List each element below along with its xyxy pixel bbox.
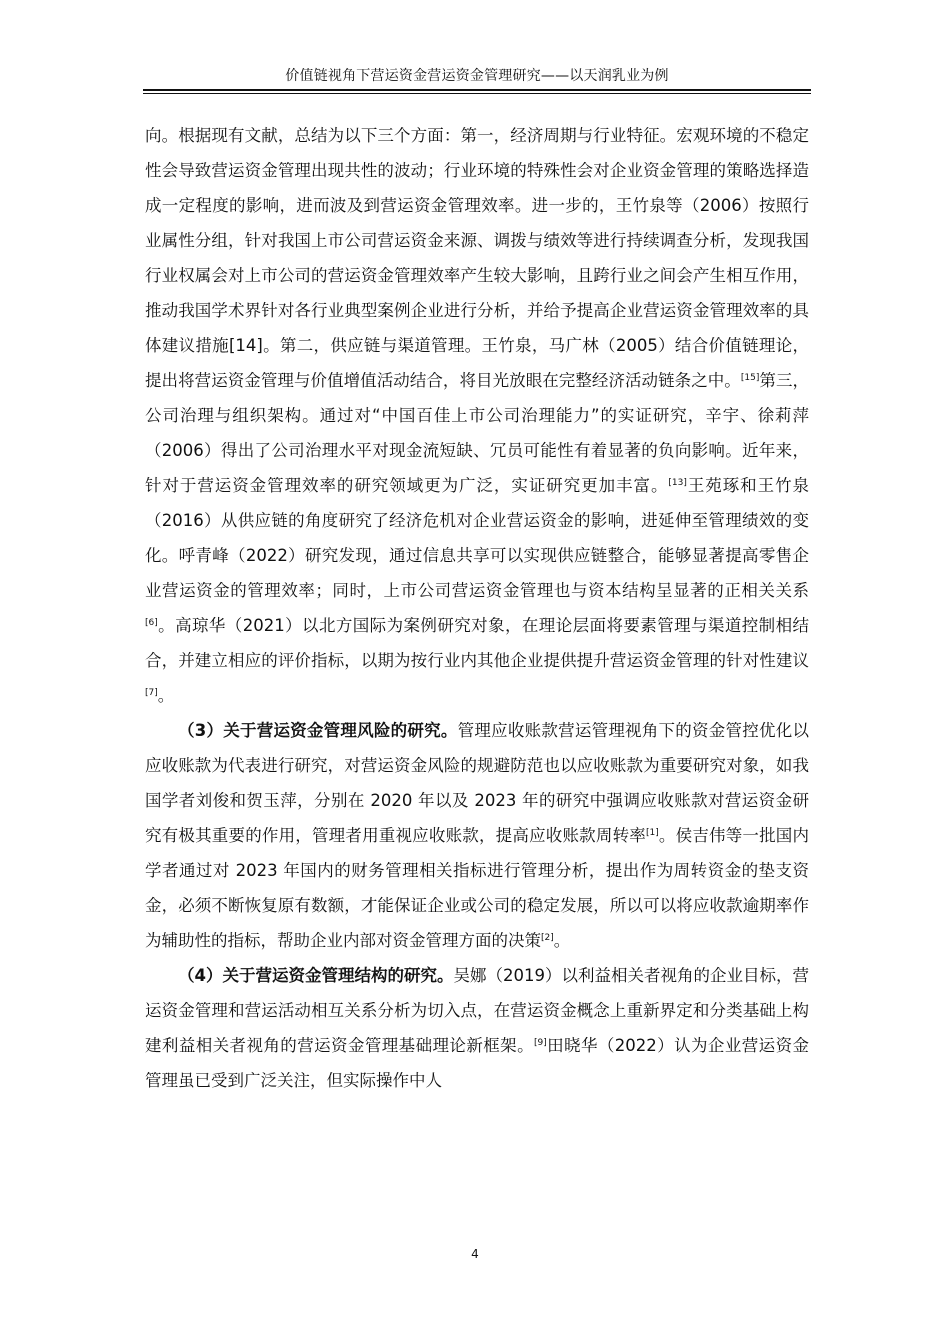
citation: [9]: [533, 1038, 547, 1048]
citation: [6]: [145, 618, 158, 628]
text-run: 田晓华（2022）认为企业营运资金管理虽已受到广泛关注，但实际操作中人: [145, 1036, 809, 1090]
citation: [13]: [668, 478, 687, 488]
text-run: 。侯吉伟等一批国内学者通过对 2023 年国内的财务管理相关指标进行管理分析，提出作为周转资金的垫支资金，必须不断恢复原有数额，才能保证企业或公司的稳定发展，所以可以将应收款逾期率作为辅助性的指标，帮助企业内部对资金管理方面的决策: [145, 826, 810, 950]
text-run: 吴娜（2019）以利益相关者视角的企业目标，营运资金管理和营运活动相互关系分析为切入点，在营运资金概念上重新界定和分类基础上构建利益相关者视角的营运资金管理基础理论新框架。: [145, 966, 809, 1055]
citation: [1]: [645, 828, 659, 838]
citation: [7]: [145, 688, 158, 698]
text-run: 。高琼华（2021）以北方国际为案例研究对象，在理论层面将要素管理与渠道控制相结合，并建立相应的评价指标，以期为按行业内其他企业提供提升营运资金管理的针对性建议: [145, 616, 809, 670]
header-rule-thin: [143, 93, 811, 94]
running-header: 价值链视角下营运资金营运资金管理研究——以天润乳业为例: [285, 68, 669, 84]
text-run: 第三，公司治理与组织架构。通过对“中国百佳上市公司治理能力”的实证研究，辛宇、徐莉萍（2006）得出了公司治理水平对现金流短缺、冗员可能性有着显著的负向影响。近年来，针对于营运资金管理效率的研究领域更为广泛，实证研究更加丰富。: [145, 371, 810, 495]
text-run: 王苑琢和王竹泉（2016）从供应链的角度研究了经济危机对企业营运资金的影响，进延伸至管理绩效的变化。呼青峰（2022）研究发现，通过信息共享可以实现供应链整合，能够显著提高零售企业营运资金的管理效率；同时，上市公司营运资金管理也与资本结构呈显著的正相关关系: [145, 476, 810, 600]
header-rule-thick: [143, 89, 811, 91]
section-heading-structure: （4）关于营运资金管理结构的研究。: [178, 966, 454, 985]
paragraph-2: [145, 713, 809, 958]
text-run: 管理应收账款营运管理视角下的资金管控优化以应收账款为代表进行研究，对营运资金风险的规避防范也以应收账款为重要研究对象，如我国学者刘俊和贺玉萍，分别在 2020 年以及 2023 年的研究中强调应收账款对营运资金研究有极其重要的作用，管理者用重视应收账款，提高应收账款周转率: [145, 721, 809, 845]
text-run: 。: [553, 931, 571, 950]
text-run: 。: [157, 686, 175, 705]
paragraph-1: [145, 118, 809, 713]
section-heading-risk: （3）关于营运资金管理风险的研究。: [178, 721, 458, 740]
citation: [15]: [740, 373, 760, 383]
paragraph-3: [145, 958, 809, 1098]
body-text: [145, 118, 809, 1098]
citation: [2]: [541, 933, 554, 943]
text-run: 向。根据现有文献，总结为以下三个方面：第一，经济周期与行业特征。宏观环境的不稳定性会导致营运资金管理出现共性的波动；行业环境的特殊性会对企业资金管理的策略选择造成一定程度的影响，进而波及到营运资金管理效率。进一步的，王竹泉等（2006）按照行业属性分组，针对我国上市公司营运资金来源、调拨与绩效等进行持续调查分析，发现我国行业权属会对上市公司的营运资金管理效率产生较大影响，且跨行业之间会产生相互作用，推动我国学术界针对各行业典型案例企业进行分析，并给予提高企业营运资金管理效率的具体建议措施[14]。第二，供应链与渠道管理。王竹泉，马广林（2005）结合价值链理论，提出将营运资金管理与价值增值活动结合，将目光放眼在完整经济活动链条之中。: [145, 126, 809, 390]
page-number: 4: [471, 1247, 479, 1261]
